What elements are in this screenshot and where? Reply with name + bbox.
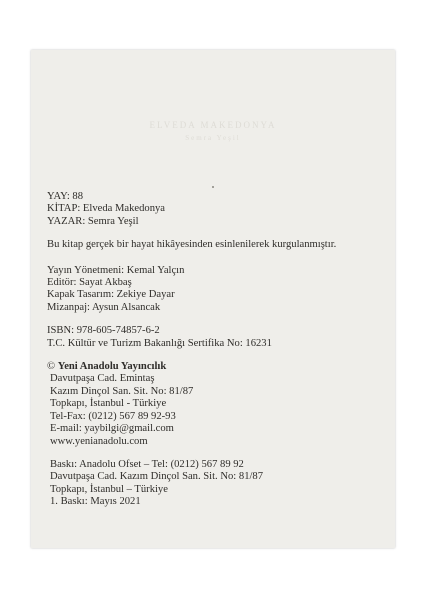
ghost-author: Semra Yeşil <box>185 134 241 142</box>
print-line: Topkapı, İstanbul – Türkiye <box>50 483 168 495</box>
publisher-name-line <box>47 361 387 373</box>
ink-dot <box>212 186 214 188</box>
imprint-text <box>47 191 387 520</box>
kitap-line: KİTAP: Elveda Makedonya <box>47 203 166 215</box>
bleed-through-title <box>31 120 395 142</box>
yazar-line: YAZAR: Semra Yeşil <box>47 215 139 227</box>
website-line: www.yenianadolu.com <box>50 435 148 447</box>
email-line: E-mail: yaybilgi@gmail.com <box>50 423 174 435</box>
print-info <box>47 459 387 509</box>
isbn-line: ISBN: 978-605-74857-6-2 <box>47 325 160 337</box>
address-line: Davutpaşa Cad. Emintaş <box>50 373 155 385</box>
inspiration-note <box>47 239 387 251</box>
credit-line: Yayın Yönetmeni: Kemal Yalçın <box>47 264 185 276</box>
certificate-line: T.C. Kültür ve Turizm Bakanlığı Sertifika No: 16231 <box>47 337 272 349</box>
print-line: Davutpaşa Cad. Kazım Dinçol San. Sit. No: 81/87 <box>50 471 264 483</box>
note-line: Bu kitap gerçek bir hayat hikâyesinden esinlenilerek kurgulanmıştır. <box>47 239 337 251</box>
credit-line: Editör: Sayat Akbaş <box>47 277 132 289</box>
credit-line: Kapak Tasarım: Zekiye Dayar <box>47 289 175 301</box>
yay-line: YAY: 88 <box>47 191 84 202</box>
publisher-info <box>47 361 387 448</box>
credit-line: Mizanpaj: Aysun Alsancak <box>47 301 161 313</box>
copyright-symbol: © <box>47 361 56 373</box>
ghost-title: ELVEDA MAKEDONYA <box>149 120 277 130</box>
publisher-name: Yeni Anadolu Yayıncılık <box>57 361 167 373</box>
credits <box>47 265 387 315</box>
address-line: Kazım Dinçol San. Sit. No: 81/87 <box>50 385 194 397</box>
phone-line: Tel-Fax: (0212) 567 89 92-93 <box>50 410 176 422</box>
book-info <box>47 191 387 228</box>
identifiers <box>47 325 387 350</box>
address-line: Topkapı, İstanbul - Türkiye <box>50 398 167 410</box>
print-line: Baskı: Anadolu Ofset – Tel: (0212) 567 89 92 <box>50 458 244 470</box>
edition-line: 1. Baskı: Mayıs 2021 <box>50 496 141 508</box>
